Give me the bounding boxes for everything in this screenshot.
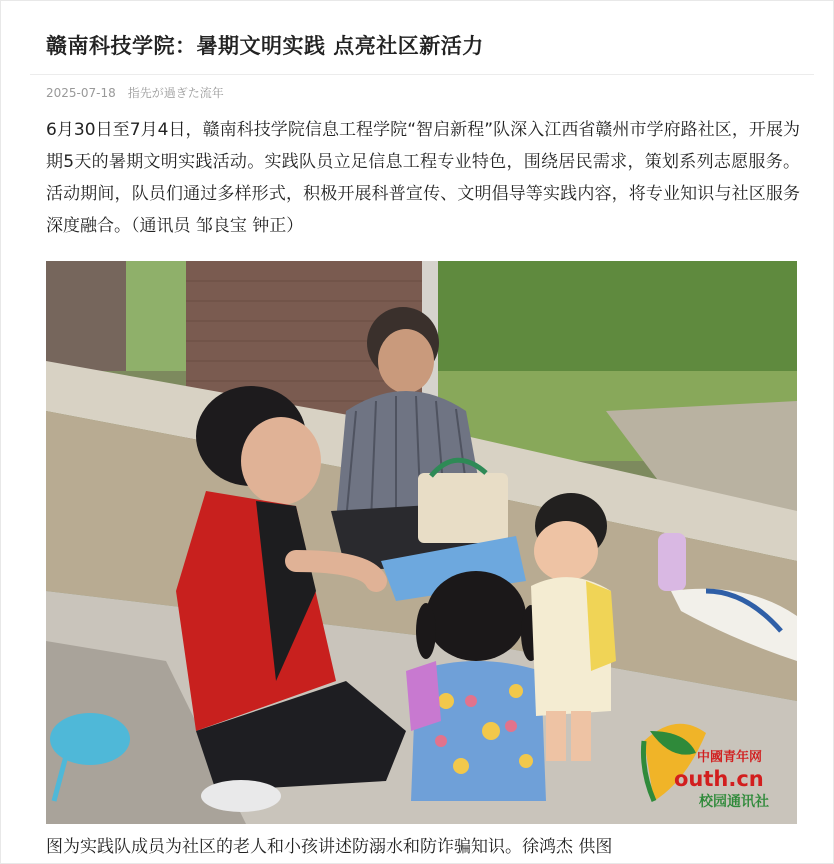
article-paragraph: 6月30日至7月4日，赣南科技学院信息工程学院“智启新程”队深入江西省赣州市学府路社区，开展为期5天的暑期文明实践活动。实践队员立足信息工程专业特色，围绕居民需求，策划系列志愿服务。活动期间，队员们通过多样形式，积极开展科普宣传、文明倡导等实践内容，将专业知识与社区服务深度融合。（通讯员 邹良宝 钟正） (46, 120, 800, 236)
author-name[interactable]: 指先が過ぎた流年 (127, 86, 224, 100)
article-title: 赣南科技学院：暑期文明实践 点亮社区新活力 (46, 34, 484, 58)
title-divider (30, 74, 814, 75)
watermark-top-text: 中國青年网 (697, 750, 763, 765)
publish-date: 2025-07-18 (46, 86, 116, 100)
article-photo[interactable] (46, 261, 797, 824)
watermark-mid-text: outh.cn (674, 767, 764, 791)
photo-caption: 图为实践队成员为社区的老人和小孩讲述防溺水和防诈骗知识。徐鸿杰 供图 (46, 837, 613, 857)
article-meta (46, 84, 224, 101)
watermark-bottom-text: 校园通讯社 (699, 794, 769, 810)
